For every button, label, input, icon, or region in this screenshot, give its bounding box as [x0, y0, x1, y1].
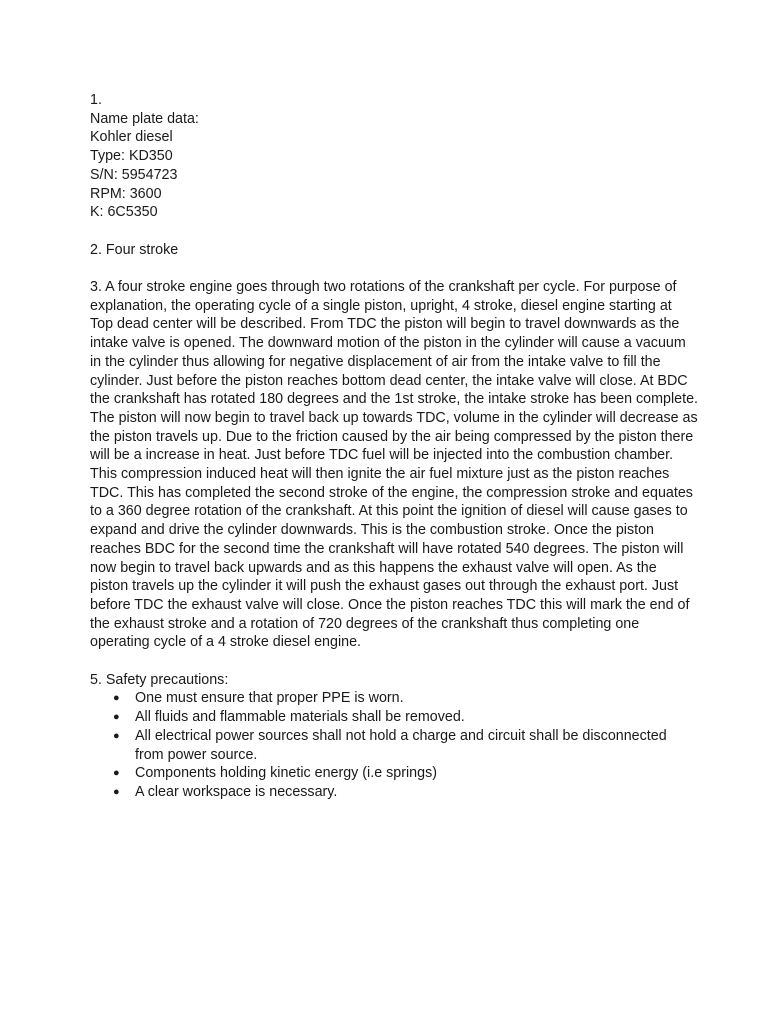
section-1-nameplate — [90, 91, 682, 222]
spacer — [90, 259, 682, 278]
paragraph-line: cylinder. Just before the piston reaches bottom dead center, the intake valve will close. At BDC — [90, 372, 688, 389]
spacer — [90, 222, 682, 241]
nameplate-rpm: RPM: 3600 — [90, 185, 162, 202]
list-item — [90, 708, 682, 727]
paragraph-line: now begin to travel back upwards and as this happens the exhaust valve will open. As the — [90, 559, 657, 576]
bullet-icon: ● — [113, 711, 120, 724]
paragraph-line: intake valve is opened. The downward motion of the piston in the cylinder will cause a vacuum — [90, 335, 686, 352]
nameplate-type: Type: KD350 — [90, 148, 173, 165]
paragraph-line: operating cycle of a 4 stroke diesel engine. — [90, 634, 362, 651]
paragraph-line: before TDC the exhaust valve will close. Once the piston reaches TDC this will mark the end of — [90, 596, 690, 613]
paragraph-line: expand and drive the cylinder downwards. This is the combustion stroke. Once the piston — [90, 522, 654, 539]
paragraph-line: the crankshaft has rotated 180 degrees and the 1st stroke, the intake stroke has been complete. — [90, 391, 698, 408]
safety-list — [90, 689, 682, 801]
bullet-icon: ● — [113, 692, 120, 705]
paragraph-line: to a 360 degree rotation of the crankshaft. At this point the ignition of diesel will cause gases to — [90, 503, 688, 520]
list-item — [90, 727, 682, 764]
bullet-icon: ● — [113, 785, 120, 798]
document-body — [90, 91, 698, 802]
nameplate-heading: Name plate data: — [90, 110, 199, 127]
nameplate-maker: Kohler diesel — [90, 129, 173, 146]
list-item — [90, 764, 682, 783]
stroke-type-text: 2. Four stroke — [90, 241, 179, 258]
paragraph-line: piston travels up the cylinder it will push the exhaust gases out through the exhaust port. Just — [90, 578, 679, 595]
list-item — [90, 689, 682, 708]
list-item-text: Components holding kinetic energy (i.e springs) — [135, 765, 437, 782]
paragraph-line: The piston will now begin to travel back up towards TDC, volume in the cylinder will decrease as — [90, 409, 698, 426]
paragraph-line: the piston travels up. Due to the friction caused by the air being compressed by the piston there — [90, 428, 694, 445]
paragraph-line: reaches BDC for the second time the crankshaft will have rotated 540 degrees. The piston will — [90, 540, 684, 557]
paragraph-line: in the cylinder thus allowing for negative displacement of air from the intake valve to fill the — [90, 353, 661, 370]
list-item-text: from power source. — [135, 746, 258, 763]
paragraph-line: will be a increase in heat. Just before TDC fuel will be injected into the combustion chamber. — [90, 447, 674, 464]
list-item — [90, 783, 682, 802]
section-3-operating-cycle — [90, 278, 698, 652]
bullet-icon: ● — [113, 729, 120, 742]
section-2-stroke-type — [90, 241, 682, 260]
nameplate-k: K: 6C5350 — [90, 204, 158, 221]
nameplate-serial: S/N: 5954723 — [90, 166, 178, 183]
paragraph-line: explanation, the operating cycle of a single piston, upright, 4 stroke, diesel engine starting at — [90, 297, 672, 314]
paragraph-line: Top dead center will be described. From TDC the piston will begin to travel downwards as the — [90, 316, 680, 333]
paragraph-line: This compression induced heat will then ignite the air fuel mixture just as the piston reaches — [90, 466, 670, 483]
paragraph-line: 3. A four stroke engine goes through two rotations of the crankshaft per cycle. For purpose of — [90, 279, 677, 295]
section-5-safety — [90, 671, 682, 802]
bullet-icon: ● — [113, 767, 120, 780]
section-number: 1. — [90, 92, 102, 108]
paragraph-line: TDC. This has completed the second stroke of the engine, the compression stroke and equates — [90, 484, 693, 501]
list-item-text: All fluids and flammable materials shall be removed. — [135, 709, 465, 726]
spacer — [90, 652, 682, 671]
list-item-text: A clear workspace is necessary. — [135, 783, 338, 800]
list-item-text: One must ensure that proper PPE is worn. — [135, 690, 404, 707]
list-item-text: All electrical power sources shall not hold a charge and circuit shall be disconnected — [135, 727, 667, 744]
paragraph-line: the exhaust stroke and a rotation of 720 degrees of the crankshaft thus completing one — [90, 615, 640, 632]
safety-heading: 5. Safety precautions: — [90, 671, 229, 688]
